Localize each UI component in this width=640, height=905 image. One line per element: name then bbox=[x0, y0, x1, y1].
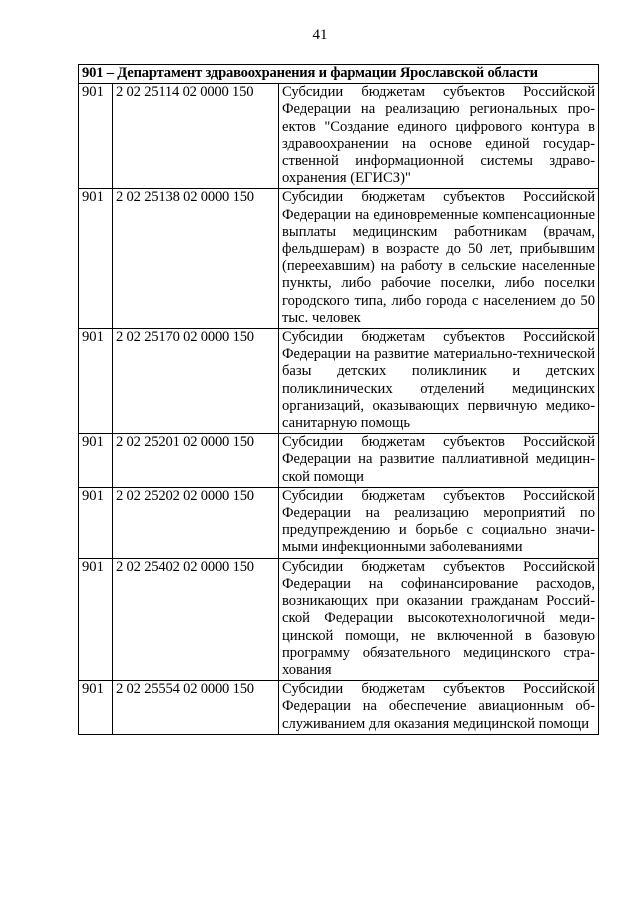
revenue-code-cell: 2 02 25138 02 0000 150 bbox=[113, 189, 279, 329]
table-row bbox=[79, 558, 599, 680]
description-cell: Субсидии бюджетам субъектов Российской Федерации на софинансирование расходов, возникающих при оказании гражданам Российской Федерации высокотехнологичной медицинской помощи, не включенной в базовую программу обязательного медицинского страхования bbox=[279, 558, 599, 680]
table-row bbox=[79, 84, 599, 189]
table-row bbox=[79, 681, 599, 735]
description-cell: Субсидии бюджетам субъектов Российской Федерации на развитие паллиативной медицинской помощи bbox=[279, 434, 599, 488]
description-cell: Субсидии бюджетам субъектов Российской Федерации на реализацию мероприятий по предупреждению и борьбе с социально значимыми инфекционными заболеваниями bbox=[279, 487, 599, 558]
table-row bbox=[79, 329, 599, 434]
description-cell: Субсидии бюджетам субъектов Российской Федерации на единовременные компенсационные выплаты медицинским работникам (врачам, фельдшерам) в возрасте до 50 лет, прибывшим (переехавшим) на работу в сельские населенные пункты, либо рабочие поселки, либо поселки городского типа, либо города с населением до 50 тыс. человек bbox=[279, 189, 599, 329]
description-cell: Субсидии бюджетам субъектов Российской Федерации на реализацию региональных проектов "Создание единого цифрового контура в здравоохранении на основе единой государственной информационной системы здравоохранения (ЕГИСЗ)" bbox=[279, 84, 599, 189]
table-row bbox=[79, 487, 599, 558]
revenue-code-cell: 2 02 25554 02 0000 150 bbox=[113, 681, 279, 735]
table-row bbox=[79, 189, 599, 329]
admin-code-cell: 901 bbox=[79, 84, 113, 189]
admin-code-cell: 901 bbox=[79, 681, 113, 735]
table-row bbox=[79, 434, 599, 488]
admin-code-cell: 901 bbox=[79, 487, 113, 558]
department-header: 901 – Департамент здравоохранения и фармации Ярославской области bbox=[79, 65, 599, 84]
page-number: 41 bbox=[312, 27, 328, 43]
revenue-code-cell: 2 02 25402 02 0000 150 bbox=[113, 558, 279, 680]
revenue-code-cell: 2 02 25114 02 0000 150 bbox=[113, 84, 279, 189]
admin-code-cell: 901 bbox=[79, 434, 113, 488]
revenue-code-cell: 2 02 25201 02 0000 150 bbox=[113, 434, 279, 488]
description-cell: Субсидии бюджетам субъектов Российской Федерации на развитие материально-технической базы детских поликлиник и детских поликлинических отделений медицинских организаций, оказывающих первичную медико-санитарную помощь bbox=[279, 329, 599, 434]
admin-code-cell: 901 bbox=[79, 558, 113, 680]
revenue-code-cell: 2 02 25170 02 0000 150 bbox=[113, 329, 279, 434]
revenue-codes-table bbox=[78, 64, 599, 735]
description-cell: Субсидии бюджетам субъектов Российской Федерации на обеспечение авиационным обслуживанием для оказания медицинской помощи bbox=[279, 681, 599, 735]
admin-code-cell: 901 bbox=[79, 189, 113, 329]
admin-code-cell: 901 bbox=[79, 329, 113, 434]
revenue-code-cell: 2 02 25202 02 0000 150 bbox=[113, 487, 279, 558]
department-header-row bbox=[79, 65, 599, 84]
